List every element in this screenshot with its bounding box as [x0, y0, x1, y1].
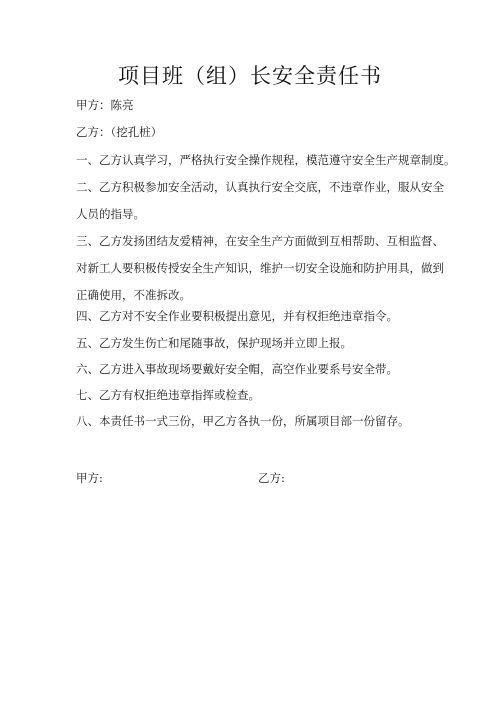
signature-party-a: 甲方:	[76, 471, 103, 485]
clause-6: 六、乙方进入事故现场要戴好安全帽，高空作业要系号安全带。	[76, 362, 398, 376]
document-title: 项目班（组）长安全责任书	[118, 64, 382, 88]
clause-3-line-1: 三、乙方发扬团结友爱精神，在安全生产方面做到互相帮助、互相监督、	[76, 234, 444, 248]
clause-5: 五、乙方发生伤亡和尾随事故，保护现场并立即上报。	[76, 336, 352, 350]
clause-2-line-2: 人员的指导。	[76, 207, 145, 221]
signature-party-b: 乙方:	[258, 471, 285, 485]
clause-1: 一、乙方认真学习，严格执行安全操作规程，模范遵守安全生产规章制度。	[76, 153, 456, 167]
clause-2-line-1: 二、乙方积极参加安全活动，认真执行安全交底，不违章作业，服从安全	[76, 180, 444, 194]
clause-4: 四、乙方对不安全作业要积极提出意见，并有权拒绝违章指令。	[76, 309, 398, 323]
clause-3-line-3: 正确使用，不准拆改。	[76, 288, 191, 302]
clause-8: 八、本责任书一式三份，甲乙方各执一份，所属项目部一份留存。	[76, 414, 410, 428]
clause-3-line-2: 对新工人要积极传授安全生产知识，维护一切安全设施和防护用具，做到	[76, 261, 444, 275]
party-b-line: 乙方：（挖孔桩）	[76, 125, 163, 139]
clause-7: 七、乙方有权拒绝违章指挥或检查。	[76, 388, 260, 402]
party-a-line: 甲方：陈亮	[76, 98, 134, 112]
